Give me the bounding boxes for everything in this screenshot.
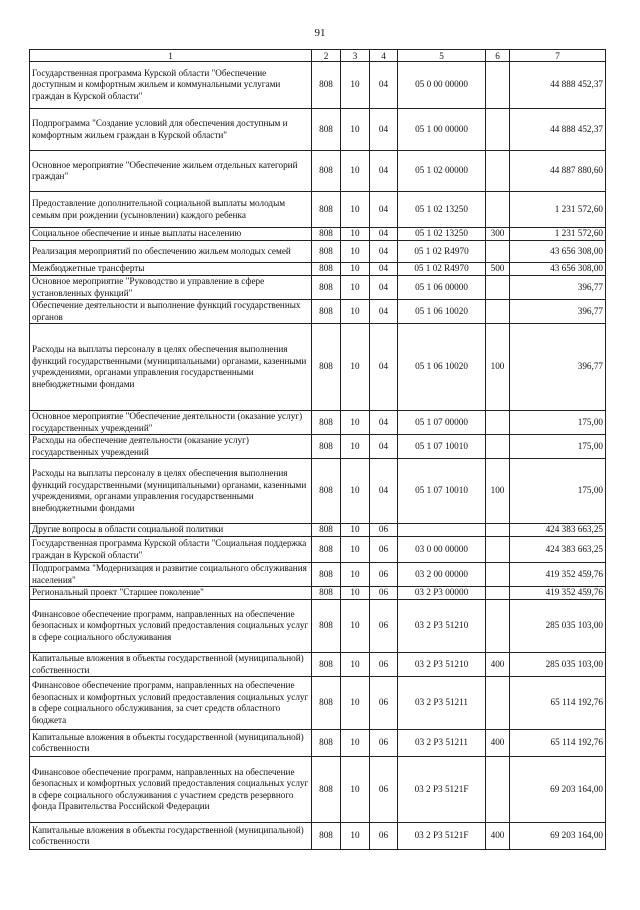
cell-subsection: 06 — [370, 537, 398, 563]
cell-subsection: 06 — [370, 677, 398, 730]
cell-subsection: 06 — [370, 757, 398, 823]
table-row — [30, 300, 606, 324]
cell-expense-type — [486, 537, 510, 563]
cell-section: 10 — [341, 109, 370, 151]
header-col-4: 4 — [370, 50, 398, 62]
table-row — [30, 435, 606, 459]
cell-expense-type: 500 — [486, 263, 510, 276]
cell-expense-type: 400 — [486, 823, 510, 850]
cell-section: 10 — [341, 276, 370, 300]
cell-target-article: 05 1 06 10020 — [398, 300, 486, 324]
cell-subsection: 06 — [370, 587, 398, 600]
cell-section: 10 — [341, 192, 370, 228]
cell-expense-type — [486, 587, 510, 600]
cell-section: 10 — [341, 435, 370, 459]
table-row — [30, 263, 606, 276]
cell-description: Финансовое обеспечение программ, направленных на обеспечение безопасных и комфортных условий предоставления социальных услуг в сфере социального обслуживания — [30, 600, 312, 653]
cell-expense-type: 400 — [486, 653, 510, 677]
cell-amount: 44 888 452,37 — [510, 62, 606, 109]
table-row — [30, 823, 606, 850]
cell-admin-code: 808 — [312, 459, 341, 524]
table-row — [30, 109, 606, 151]
cell-subsection: 06 — [370, 653, 398, 677]
cell-section: 10 — [341, 459, 370, 524]
cell-admin-code: 808 — [312, 324, 341, 411]
cell-amount: 69 203 164,00 — [510, 823, 606, 850]
cell-subsection: 04 — [370, 300, 398, 324]
cell-description: Региональный проект "Старшее поколение" — [30, 587, 312, 600]
cell-admin-code: 808 — [312, 600, 341, 653]
cell-expense-type — [486, 151, 510, 192]
table-row — [30, 151, 606, 192]
table-row — [30, 524, 606, 537]
table-row — [30, 600, 606, 653]
cell-description: Финансовое обеспечение программ, направленных на обеспечение безопасных и комфортных условий предоставления социальных услуг в сфере социального обслуживания, за счет средств областного бюджета — [30, 677, 312, 730]
cell-admin-code: 808 — [312, 109, 341, 151]
cell-subsection: 04 — [370, 435, 398, 459]
cell-expense-type — [486, 757, 510, 823]
cell-admin-code: 808 — [312, 411, 341, 435]
cell-expense-type — [486, 524, 510, 537]
cell-amount: 285 035 103,00 — [510, 600, 606, 653]
cell-target-article: 03 2 00 00000 — [398, 563, 486, 587]
cell-subsection: 04 — [370, 151, 398, 192]
cell-amount: 175,00 — [510, 435, 606, 459]
cell-target-article: 05 1 02 13250 — [398, 192, 486, 228]
header-col-6: 6 — [486, 50, 510, 62]
cell-section: 10 — [341, 228, 370, 241]
cell-admin-code: 808 — [312, 730, 341, 757]
cell-target-article: 03 2 P3 5121F — [398, 757, 486, 823]
cell-amount: 396,77 — [510, 324, 606, 411]
cell-expense-type — [486, 411, 510, 435]
cell-target-article: 05 1 02 00000 — [398, 151, 486, 192]
cell-admin-code: 808 — [312, 300, 341, 324]
cell-description: Капитальные вложения в объекты государственной (муниципальной) собственности — [30, 653, 312, 677]
cell-admin-code: 808 — [312, 435, 341, 459]
cell-description: Основное мероприятие "Обеспечение деятельности (оказание услуг) государственных учреждений" — [30, 411, 312, 435]
cell-expense-type: 300 — [486, 228, 510, 241]
cell-section: 10 — [341, 823, 370, 850]
cell-section: 10 — [341, 653, 370, 677]
cell-target-article: 05 0 00 00000 — [398, 62, 486, 109]
cell-section: 10 — [341, 411, 370, 435]
cell-subsection: 06 — [370, 730, 398, 757]
cell-description: Государственная программа Курской области "Социальная поддержка граждан в Курской области" — [30, 537, 312, 563]
cell-target-article: 05 1 07 00000 — [398, 411, 486, 435]
table-row — [30, 241, 606, 263]
cell-expense-type — [486, 300, 510, 324]
cell-subsection: 06 — [370, 563, 398, 587]
table-row — [30, 459, 606, 524]
cell-admin-code: 808 — [312, 263, 341, 276]
cell-description: Расходы на обеспечение деятельности (оказание услуг) государственных учреждений — [30, 435, 312, 459]
cell-expense-type — [486, 677, 510, 730]
cell-admin-code: 808 — [312, 677, 341, 730]
table-row — [30, 62, 606, 109]
cell-description: Обеспечение деятельности и выполнение функций государственных органов — [30, 300, 312, 324]
cell-amount: 396,77 — [510, 276, 606, 300]
cell-section: 10 — [341, 524, 370, 537]
cell-description: Подпрограмма "Создание условий для обеспечения доступным и комфортным жильем граждан в Курской области" — [30, 109, 312, 151]
cell-description: Финансовое обеспечение программ, направленных на обеспечение безопасных и комфортных условий предоставления социальных услуг в сфере социального обслуживания с участием средств резервного фонда Правительства Российской Федерации — [30, 757, 312, 823]
cell-description: Подпрограмма "Модернизация и развитие социального обслуживания населения" — [30, 563, 312, 587]
cell-target-article: 03 2 P3 51211 — [398, 677, 486, 730]
cell-amount: 69 203 164,00 — [510, 757, 606, 823]
cell-expense-type: 100 — [486, 459, 510, 524]
cell-admin-code: 808 — [312, 228, 341, 241]
table-row — [30, 324, 606, 411]
cell-section: 10 — [341, 151, 370, 192]
cell-description: Государственная программа Курской области "Обеспечение доступным и комфортным жильем и коммунальными услугами граждан в Курской области" — [30, 62, 312, 109]
table-row — [30, 563, 606, 587]
cell-target-article: 05 1 02 13250 — [398, 228, 486, 241]
cell-target-article: 05 1 06 10020 — [398, 324, 486, 411]
budget-table — [29, 49, 606, 850]
cell-subsection: 04 — [370, 324, 398, 411]
cell-admin-code: 808 — [312, 524, 341, 537]
cell-section: 10 — [341, 677, 370, 730]
header-col-2: 2 — [312, 50, 341, 62]
table-row — [30, 228, 606, 241]
cell-expense-type: 400 — [486, 730, 510, 757]
cell-subsection: 04 — [370, 459, 398, 524]
cell-subsection: 04 — [370, 241, 398, 263]
cell-target-article: 03 2 P3 00000 — [398, 587, 486, 600]
cell-amount: 419 352 459,76 — [510, 563, 606, 587]
header-col-5: 5 — [398, 50, 486, 62]
table-row — [30, 757, 606, 823]
cell-amount: 424 383 663,25 — [510, 537, 606, 563]
table-body — [30, 50, 606, 850]
cell-expense-type: 100 — [486, 324, 510, 411]
table-row — [30, 411, 606, 435]
table-row — [30, 276, 606, 300]
cell-target-article: 05 1 07 10010 — [398, 459, 486, 524]
cell-target-article: 05 1 07 10010 — [398, 435, 486, 459]
header-col-7: 7 — [510, 50, 606, 62]
cell-expense-type — [486, 563, 510, 587]
cell-target-article: 03 2 P3 51210 — [398, 653, 486, 677]
cell-description: Капитальные вложения в объекты государственной (муниципальной) собственности — [30, 823, 312, 850]
header-col-3: 3 — [341, 50, 370, 62]
cell-subsection: 04 — [370, 109, 398, 151]
cell-section: 10 — [341, 241, 370, 263]
cell-section: 10 — [341, 563, 370, 587]
table-row — [30, 653, 606, 677]
cell-section: 10 — [341, 587, 370, 600]
cell-subsection: 04 — [370, 276, 398, 300]
cell-subsection: 04 — [370, 263, 398, 276]
cell-section: 10 — [341, 757, 370, 823]
cell-amount: 65 114 192,76 — [510, 730, 606, 757]
cell-amount: 285 035 103,00 — [510, 653, 606, 677]
cell-admin-code: 808 — [312, 537, 341, 563]
cell-description: Расходы на выплаты персоналу в целях обеспечения выполнения функций государственными (муниципальными) органами, казенными учреждениями, органами управления государственными внебюджетными фондами — [30, 324, 312, 411]
cell-amount: 175,00 — [510, 459, 606, 524]
cell-admin-code: 808 — [312, 653, 341, 677]
cell-section: 10 — [341, 537, 370, 563]
cell-target-article: 03 2 P3 51211 — [398, 730, 486, 757]
cell-description: Реализация мероприятий по обеспечению жильем молодых семей — [30, 241, 312, 263]
cell-amount: 44 888 452,37 — [510, 109, 606, 151]
cell-amount: 65 114 192,76 — [510, 677, 606, 730]
cell-target-article: 05 1 06 00000 — [398, 276, 486, 300]
header-col-1: 1 — [30, 50, 312, 62]
cell-description: Предоставление дополнительной социальной выплаты молодым семьям при рождении (усыновлении) каждого ребенка — [30, 192, 312, 228]
cell-admin-code: 808 — [312, 823, 341, 850]
cell-expense-type — [486, 62, 510, 109]
cell-amount: 1 231 572,60 — [510, 228, 606, 241]
cell-section: 10 — [341, 62, 370, 109]
cell-target-article: 05 1 02 R4970 — [398, 263, 486, 276]
cell-subsection: 04 — [370, 62, 398, 109]
cell-amount: 424 383 663,25 — [510, 524, 606, 537]
cell-expense-type — [486, 109, 510, 151]
table-row — [30, 192, 606, 228]
cell-subsection: 04 — [370, 192, 398, 228]
cell-description: Расходы на выплаты персоналу в целях обеспечения выполнения функций государственными (муниципальными) органами, казенными учреждениями, органами управления государственными внебюджетными фондами — [30, 459, 312, 524]
cell-target-article: 05 1 00 00000 — [398, 109, 486, 151]
cell-admin-code: 808 — [312, 151, 341, 192]
table-row — [30, 537, 606, 563]
cell-expense-type — [486, 192, 510, 228]
page-number: 91 — [314, 27, 326, 39]
cell-section: 10 — [341, 263, 370, 276]
cell-amount: 419 352 459,76 — [510, 587, 606, 600]
cell-subsection: 06 — [370, 823, 398, 850]
cell-amount: 396,77 — [510, 300, 606, 324]
table-row — [30, 587, 606, 600]
cell-subsection: 04 — [370, 228, 398, 241]
cell-description: Капитальные вложения в объекты государственной (муниципальной) собственности — [30, 730, 312, 757]
cell-target-article: 03 2 P3 5121F — [398, 823, 486, 850]
cell-target-article: 05 1 02 R4970 — [398, 241, 486, 263]
cell-description: Социальное обеспечение и иные выплаты населению — [30, 228, 312, 241]
cell-subsection: 06 — [370, 524, 398, 537]
cell-expense-type — [486, 276, 510, 300]
cell-target-article: 03 0 00 00000 — [398, 537, 486, 563]
cell-subsection: 06 — [370, 600, 398, 653]
cell-target-article — [398, 524, 486, 537]
cell-subsection: 04 — [370, 411, 398, 435]
cell-admin-code: 808 — [312, 62, 341, 109]
cell-admin-code: 808 — [312, 241, 341, 263]
cell-expense-type — [486, 435, 510, 459]
cell-amount: 43 656 308,00 — [510, 241, 606, 263]
cell-section: 10 — [341, 300, 370, 324]
cell-section: 10 — [341, 730, 370, 757]
cell-amount: 44 887 880,60 — [510, 151, 606, 192]
cell-admin-code: 808 — [312, 276, 341, 300]
cell-amount: 43 656 308,00 — [510, 263, 606, 276]
header-row — [30, 50, 606, 62]
cell-amount: 175,00 — [510, 411, 606, 435]
cell-admin-code: 808 — [312, 757, 341, 823]
cell-admin-code: 808 — [312, 587, 341, 600]
cell-section: 10 — [341, 600, 370, 653]
cell-admin-code: 808 — [312, 192, 341, 228]
cell-description: Основное мероприятие "Обеспечение жильем отдельных категорий граждан" — [30, 151, 312, 192]
cell-description: Основное мероприятие "Руководство и управление в сфере установленных функций" — [30, 276, 312, 300]
cell-section: 10 — [341, 324, 370, 411]
table-row — [30, 730, 606, 757]
cell-amount: 1 231 572,60 — [510, 192, 606, 228]
table-row — [30, 677, 606, 730]
cell-description: Межбюджетные трансферты — [30, 263, 312, 276]
cell-expense-type — [486, 600, 510, 653]
cell-description: Другие вопросы в области социальной политики — [30, 524, 312, 537]
cell-admin-code: 808 — [312, 563, 341, 587]
cell-target-article: 03 2 P3 51210 — [398, 600, 486, 653]
cell-expense-type — [486, 241, 510, 263]
